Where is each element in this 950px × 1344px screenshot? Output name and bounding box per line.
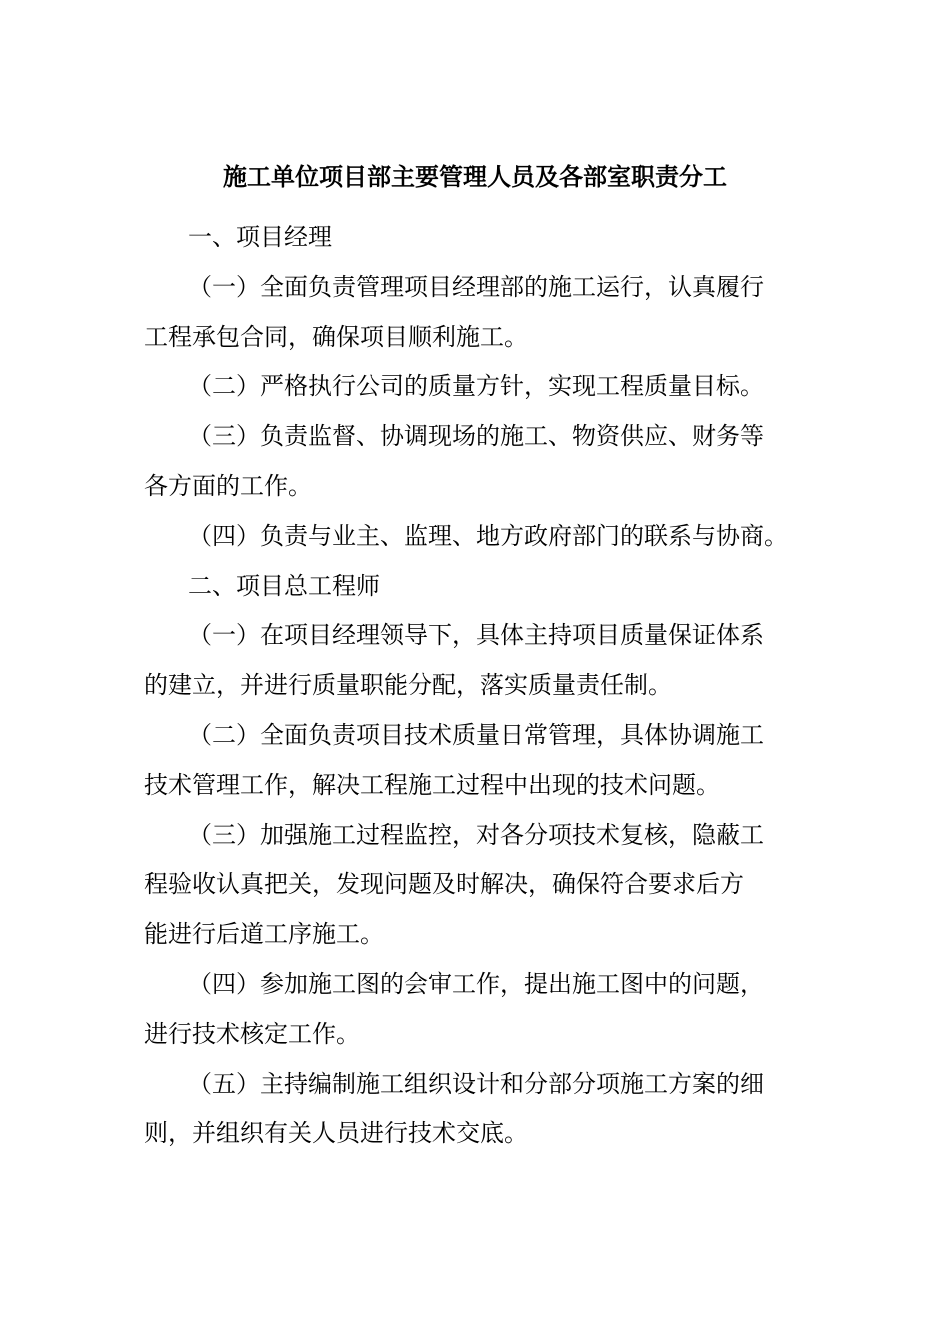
paragraph-line: （四）负责与业主、监理、地方政府部门的联系与协商。 [188,521,788,550]
paragraph-line: （三）负责监督、协调现场的施工、物资供应、财务等 [188,422,764,451]
paragraph-line: 技术管理工作，解决工程施工过程中出现的技术问题。 [144,770,720,799]
paragraph-line: 各方面的工作。 [144,471,312,500]
paragraph-line: （一）全面负责管理项目经理部的施工运行，认真履行 [188,272,764,301]
paragraph-line: （二）全面负责项目技术质量日常管理，具体协调施工 [188,720,764,749]
document-body [144,213,824,1159]
paragraph-line: 工程承包合同，确保项目顺利施工。 [144,322,528,351]
section-heading: 一、项目经理 [188,223,332,251]
document-title: 施工单位项目部主要管理人员及各部室职责分工 [223,163,727,191]
paragraph-line: （四）参加施工图的会审工作，提出施工图中的问题， [188,969,764,998]
paragraph-line: （三）加强施工过程监控，对各分项技术复核，隐蔽工 [188,820,764,849]
paragraph-line: 则，并组织有关人员进行技术交底。 [144,1119,528,1148]
section-heading: 二、项目总工程师 [188,571,380,600]
paragraph-line: （一）在项目经理领导下，具体主持项目质量保证体系 [188,621,764,650]
paragraph-line: 程验收认真把关，发现问题及时解决，确保符合要求后方 [144,870,744,899]
paragraph-line: （五）主持编制施工组织设计和分部分项施工方案的细 [188,1069,764,1098]
paragraph-line: 进行技术核定工作。 [144,1019,360,1048]
paragraph-line: 能进行后道工序施工。 [144,920,384,949]
paragraph-line: 的建立，并进行质量职能分配，落实质量责任制。 [144,671,672,700]
paragraph-line: （二）严格执行公司的质量方针，实现工程质量目标。 [188,372,764,401]
